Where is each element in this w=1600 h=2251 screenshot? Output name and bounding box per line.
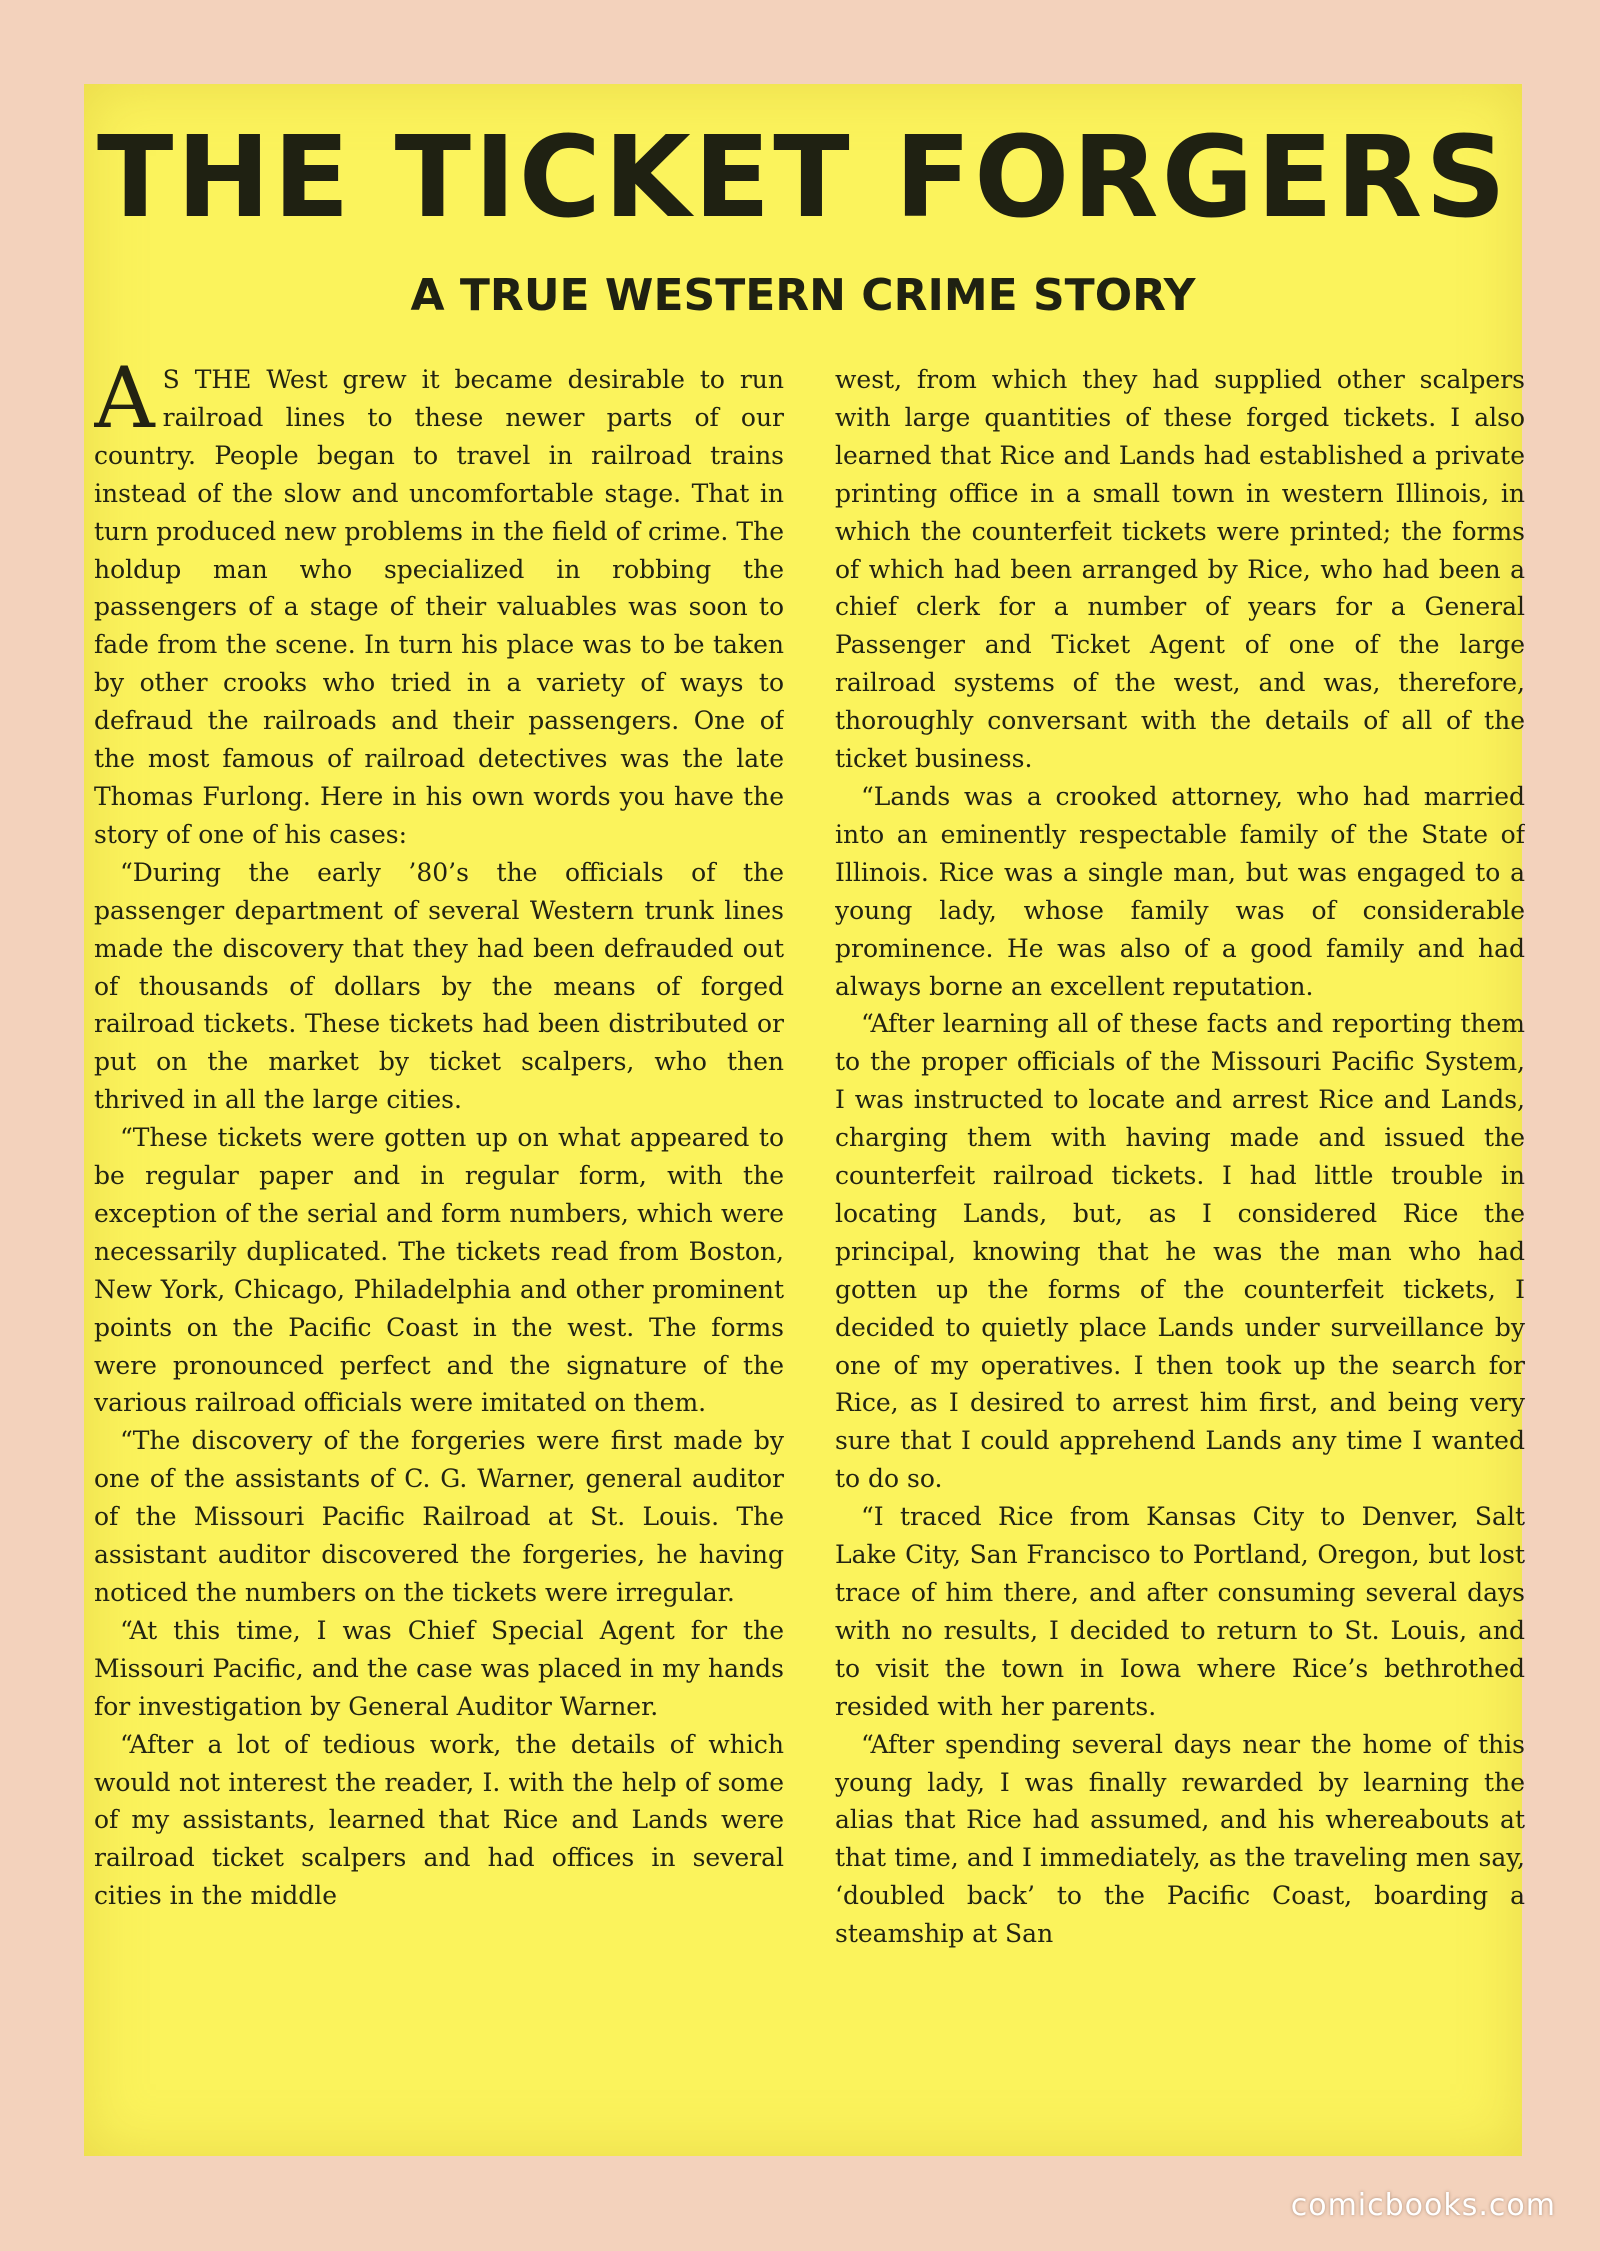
story-panel	[84, 84, 1525, 2156]
paragraph: “After learning all of these facts and reporting them to the proper officials of the Missouri Pacific System, I was instructed to locate and arrest Rice and Lands, charging them with having made and issued the counterfeit railroad tickets. I had little trouble in locating Lands, but, as I considered Rice the principal, knowing that he was the man who had gotten up the forms of the counterfeit tickets, I decided to quietly place Lands under surveillance by one of my operatives. I then took up the search for Rice, as I desired to arrest him first, and being very sure that I could apprehend Lands any time I wanted to do so.	[835, 1009, 1525, 1494]
paragraph: “After a lot of tedious work, the details of which would not interest the reader, I. with the help of some of my assistants, learned that Rice and Lands were railroad ticket scalpers and had offices in several cities in the middle	[94, 1729, 784, 1911]
paragraph: A S THE West grew it became desirable to run railroad lines to these newer parts of our country. People began to travel in railroad trains instead of the slow and uncomfortable stage. That in turn produced new problems in the field of crime. The holdup man who specialized in robbing the passengers of a stage of their valuables was soon to fade from the scene. In turn his place was to be taken by other crooks who tried in a variety of ways to defraud the railroads and their passengers. One of the most famous of railroad detectives was the late Thomas Furlong. Here in his own words you have the story of one of his cases:	[94, 361, 784, 849]
story-subtitle: A TRUE WESTERN CRIME STORY	[410, 270, 1196, 321]
right-column	[835, 361, 1525, 2141]
paragraph: “These tickets were gotten up on what appeared to be regular paper and in regular form, with the exception of the serial and form numbers, which were necessarily duplicated. The tickets read from Boston, New York, Chicago, Philadelphia and other prominent points on the Pacific Coast in the west. The forms were pronounced perfect and the signature of the various railroad officials were imitated on them.	[94, 1123, 784, 1418]
paragraph: “During the early ’80’s the officials of the passenger department of several Western trunk lines made the discovery that they had been defrauded out of thousands of dollars by the means of forged railroad tickets. These tickets had been distributed or put on the market by ticket scalpers, who then thrived in all the large cities.	[94, 857, 784, 1115]
drop-cap: A	[94, 361, 155, 447]
left-column	[94, 361, 784, 2141]
paragraph: “I traced Rice from Kansas City to Denver, Salt Lake City, San Francisco to Portland, Oregon, but lost trace of him there, and after consuming several days with no results, I decided to return to St. Louis, and to visit the town in Iowa where Rice’s bethrothed resided with her parents.	[835, 1502, 1525, 1721]
paragraph: “At this time, I was Chief Special Agent for the Missouri Pacific, and the case was placed in my hands for investigation by General Auditor Warner.	[94, 1615, 784, 1721]
paragraph: “After spending several days near the home of this young lady, I was finally rewarded by learning the alias that Rice had assumed, and his whereabouts at that time, and I immediately, as the traveling men say, ‘doubled back’ to the Pacific Coast, boarding a steamship at San	[835, 1729, 1525, 1949]
paragraph: “The discovery of the forgeries were first made by one of the assistants of C. G. Warner, general auditor of the Missouri Pacific Railroad at St. Louis. The assistant auditor discovered the forgeries, he having noticed the numbers on the tickets were irregular.	[94, 1426, 784, 1607]
paragraph: west, from which they had supplied other scalpers with large quantities of these forged tickets. I also learned that Rice and Lands had established a private printing office in a small town in western Illinois, in which the counterfeit tickets were printed; the forms of which had been arranged by Rice, who had been a chief clerk for a number of years for a General Passenger and Ticket Agent of one of the large railroad systems of the west, and was, therefore, thoroughly conversant with the details of all of the ticket business.	[835, 365, 1525, 774]
watermark: comicbooks.com	[1290, 2188, 1556, 2223]
paragraph: “Lands was a crooked attorney, who had married into an eminently respectable family of the State of Illinois. Rice was a single man, but was engaged to a young lady, whose family was of considerable prominence. He was also of a good family and had always borne an excellent reputation.	[835, 781, 1525, 1001]
story-title: THE TICKET FORGERS	[97, 113, 1509, 243]
